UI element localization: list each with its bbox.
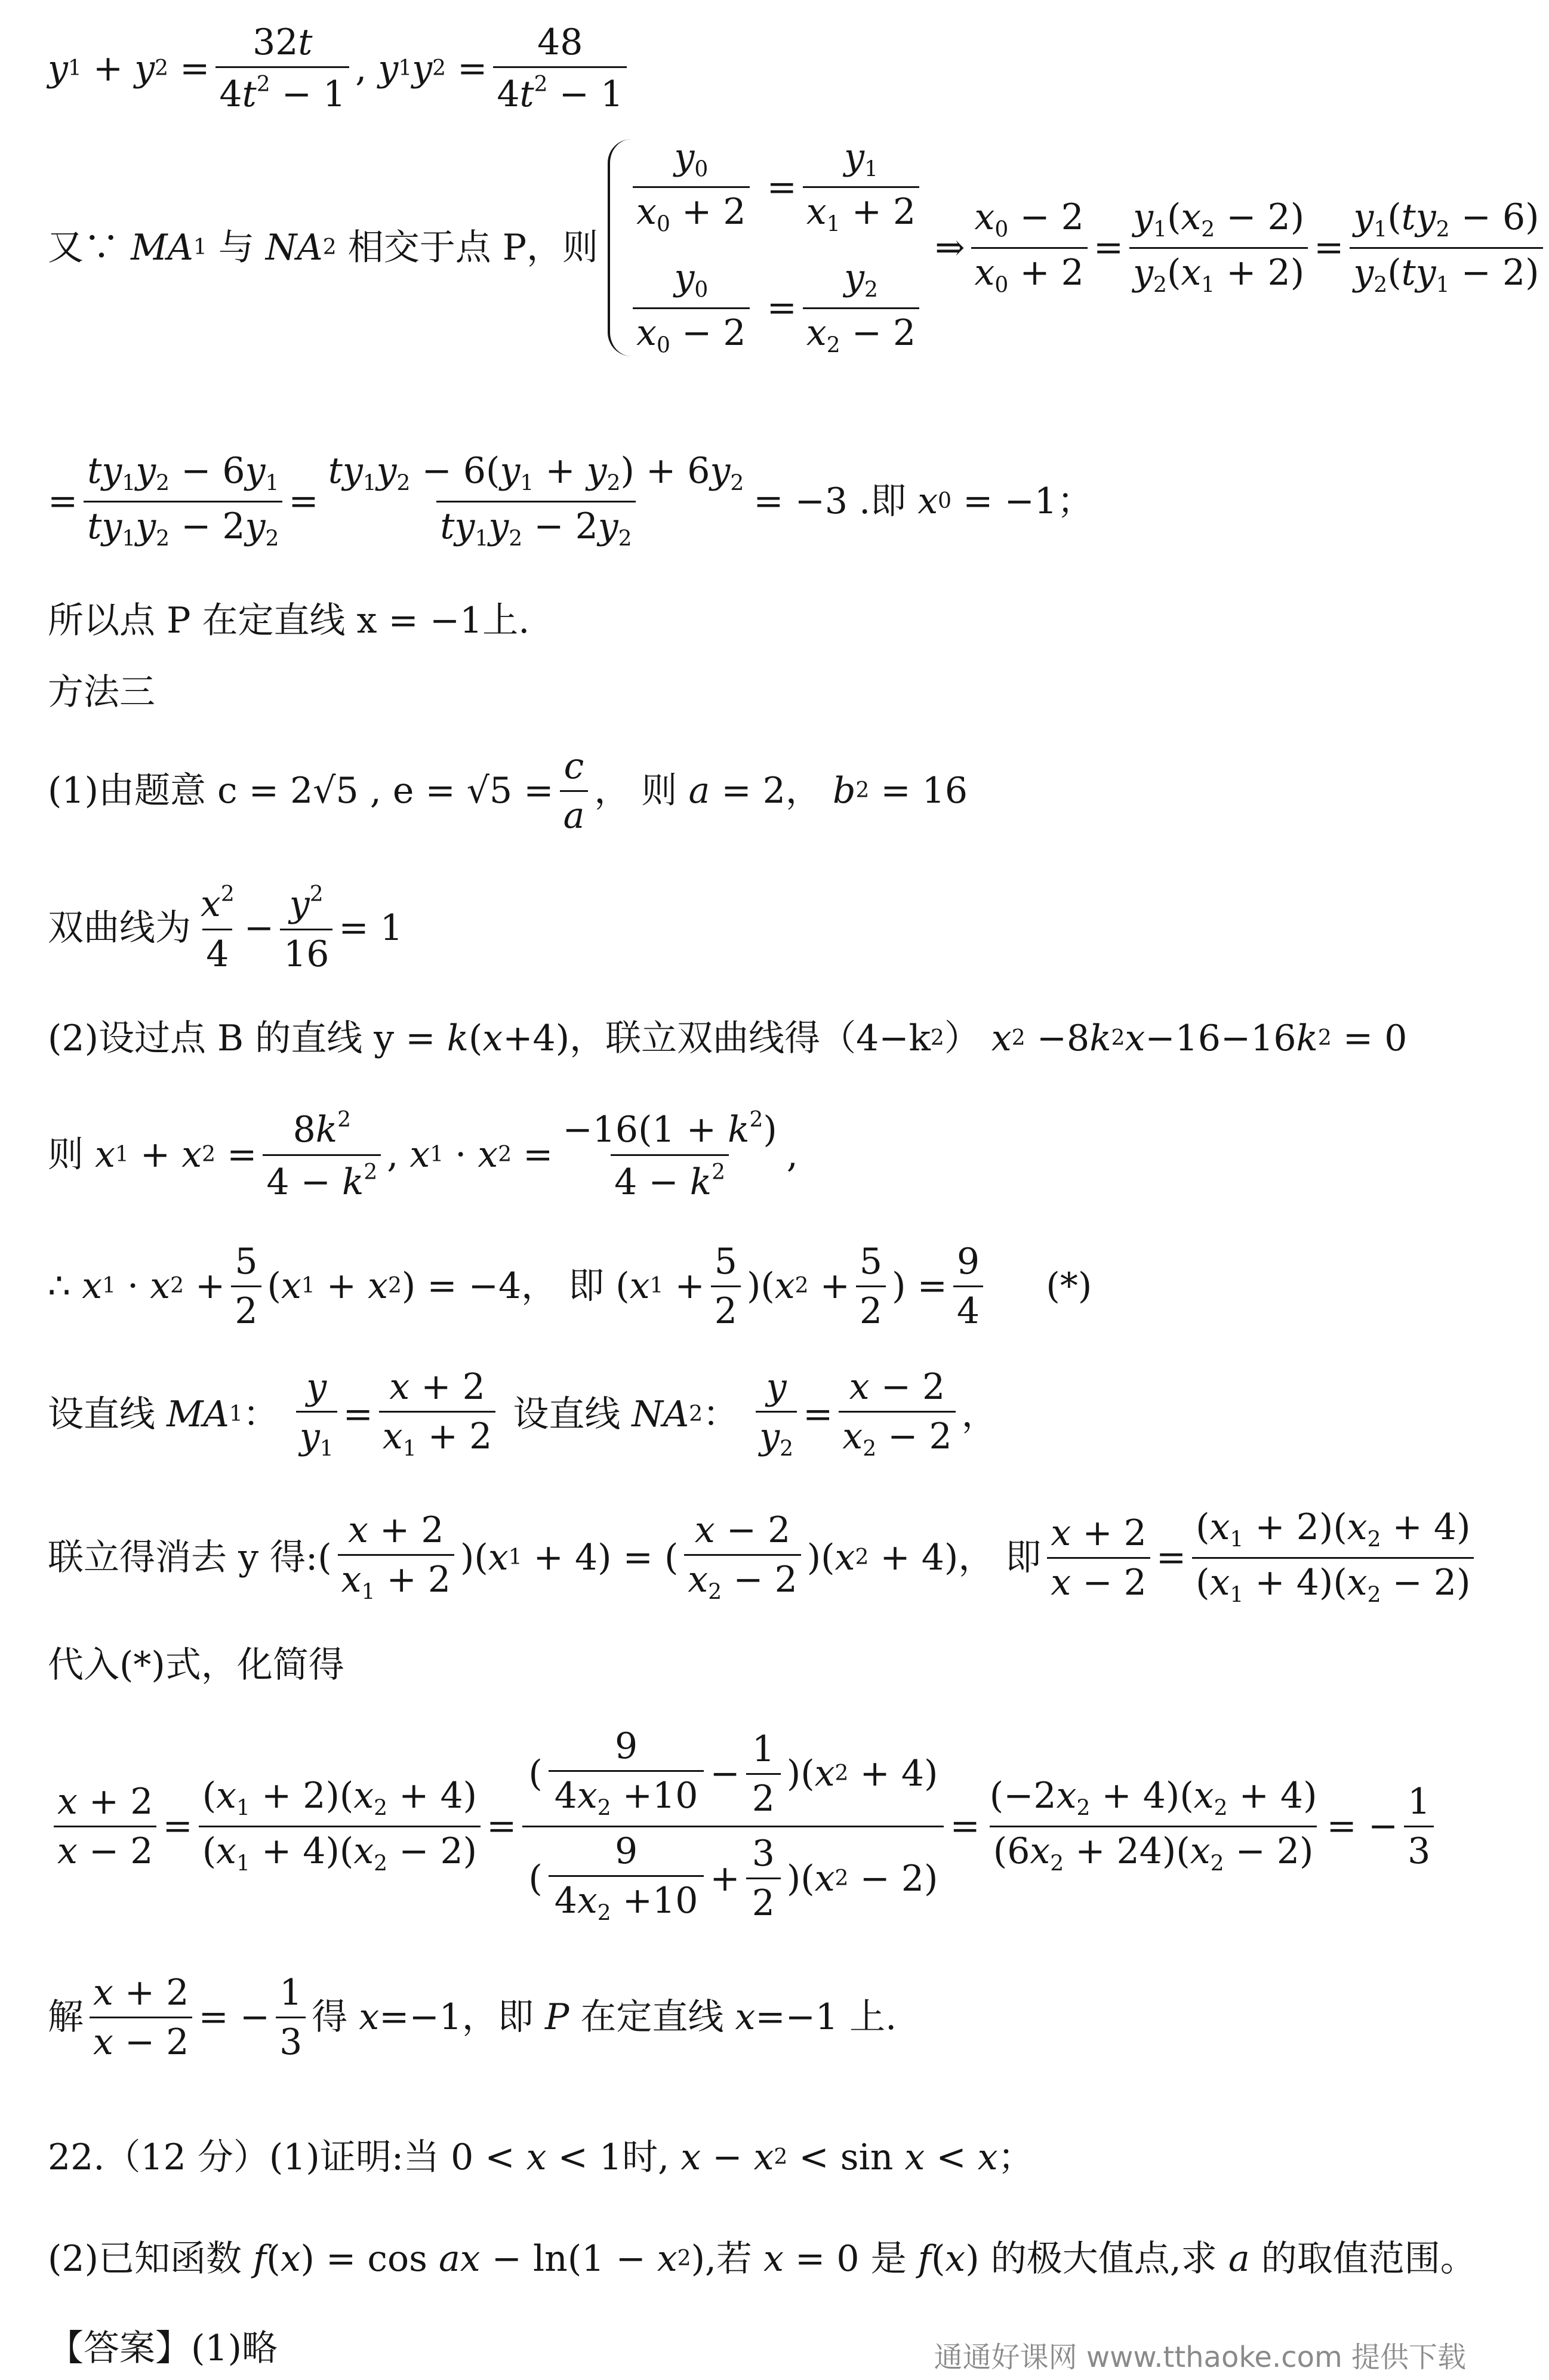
part2-line-setup: (2)设过点 B 的直线 y = k ( x +4)，联立双曲线得（4−k 2 ） x 2 −8 k 2 x −16−16 k 2 = 0 — [48, 1018, 1408, 1059]
star-relation: ∴ x 1 · x 2 + $\frac{5}{2}$ ( x 1 + x 2 ) = −4， 即 ( x 1 + $\frac{5}{2}$ )( x 2 + $\frac{5}{2}$ ) = $\frac{9}{4}$ (*) — [48, 1240, 1092, 1332]
solve-x: 解 $\frac{x + 2}{x - 2}$ = − $\frac{1}{3}$ 得 x =−1，即 P 在定直线 x =−1 上. — [48, 1971, 897, 2063]
big-simplification: $\frac{x + 2}{x - 2}$ = $\frac{(x_1 + 2)(x_2 + 4)}{(x_1 + 4)(x_2 - 2)}$ = ( $\frac{9}{4x_2 +10}$ − $\frac{1}{2}$ )( x 2 + 4) ( $\frac{9}{4x_2 +10}$ + $\frac{3}{2}$ )( x 2 − 2) = $\frac{(-2x_2 + 4)(x_2 + 4)}{(6x_2 + 24)(x_2 - 2)}$ = − $\frac{1}{3}$ — [48, 1719, 1440, 1934]
question-22-part2: (2)已知函数 f ( x ) = cos ax − ln(1 − x 2 ),若 x = 0 是 f ( x ) 的极大值点,求 a 的取值范围。 — [48, 2238, 1476, 2280]
conclusion-line: 所以点 P 在定直线 x = −1上. — [48, 600, 530, 642]
watermark: 通通好课网 www.tthaoke.com 提供下载 — [934, 2341, 1466, 2374]
intersection-system: 又∵ MA 1 与 NA 2 相交于点 P，则 $\frac{y_0}{x_0 + 2}$ = $\frac{y_1}{x_1 + 2}$ $\frac{y_0}{x_0 - 2}$ = $\frac{y_2}{x_2 - 2}$ ⇒ $\frac{x_0 - 2}{x_0 + 2}$ = $\frac{y_1(x_2 - 2)}{y_2(x_1 + 2)}$ = $\frac{y_1(ty_2 - 6)}{y_2(ty_1 - 2)}$ — [48, 140, 1549, 355]
equation-system: $\frac{y_0}{x_0 + 2}$ = $\frac{y_1}{x_1 + 2}$ $\frac{y_0}{x_0 - 2}$ = $\frac{y_2}{x_2 - 2}$ — [608, 139, 925, 356]
lines-ma1-na2: 设直线 MA 1 ： $\frac{y}{y_1}$ = $\frac{x + 2}{x_1 + 2}$ 设直线 NA 2 ： $\frac{y}{y_2}$ = $\frac{x - 2}{x_2 - 2}$ ， — [48, 1365, 997, 1462]
method-three-heading: 方法三 — [48, 671, 155, 713]
question-22-part1: 22.（12 分）(1)证明:当 0 < x < 1时, x − x 2 < sin x < x ； — [48, 2137, 1034, 2178]
part1-givens: (1)由题意 c = 2√5 , e = √5 = $\frac{c}{a}$ ， 则 a = 2， b 2 = 16 — [48, 745, 968, 837]
vieta-x-relations: 则 x 1 + x 2 = $\frac{8k^2}{4 - k^2}$ , x 1 · x 2 = $\frac{-16(1 + k^2)}{4 - k^2}$ , — [48, 1108, 798, 1203]
answer-line: 【答案】(1)略 — [48, 2327, 278, 2369]
eliminate-y: 联立得消去 y 得:( $\frac{x + 2}{x_1 + 2}$ )( x 1 + 4) = ( $\frac{x - 2}{x_2 - 2}$ )( x 2 + 4)， 即 $\frac{x + 2}{x - 2}$ = $\frac{(x_1 + 2)(x_2 + 4)}{(x_1 + 4)(x_2 - 2)}$ — [48, 1510, 1480, 1605]
vieta-relations: y 1 + y 2 = $\frac{32t}{4t^2 - 1}$ , y 1 y 2 = $\frac{48}{4t^2 - 1}$ — [48, 24, 633, 113]
hyperbola-equation: 双曲线为 $\frac{x^2}{4}$ − $\frac{y^2}{16}$ = 1 — [48, 882, 403, 975]
simplification-chain: = $\frac{ty_1y_2 - 6y_1}{ty_1y_2 - 2y_2}$ = $\frac{ty_1y_2 - 6(y_1 + y_2) + 6y_2}{ty_1y_2 - 2y_2}$ = −3 .即 x 0 = −1； — [48, 449, 1093, 551]
substitute-star: 代入(*)式，化简得 — [48, 1644, 344, 1686]
